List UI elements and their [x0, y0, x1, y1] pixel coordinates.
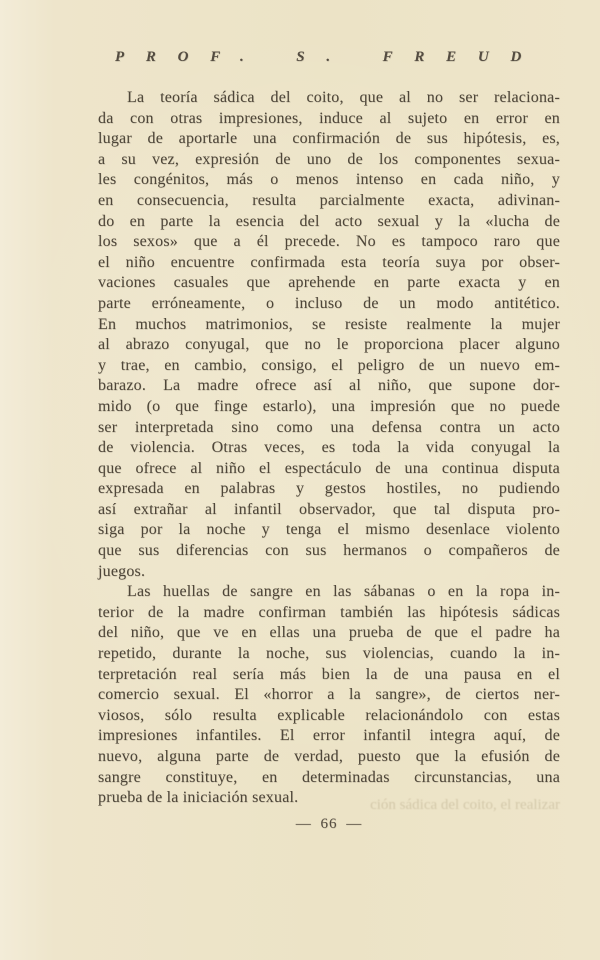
text-line: nuevo, alguna parte de verdad, puesto que la efusión de: [98, 748, 560, 765]
text-line: terpretación real sería más bien la de una pausa en el: [98, 665, 560, 683]
text-line: mido (o que finge estarlo), una impresión que no puede: [98, 397, 560, 415]
text-line: que sus diferencias con sus hermanos o compañeros de: [98, 542, 560, 560]
text-line: repetido, durante la noche, sus violencias, cuando la in-: [98, 645, 560, 663]
text-line: así extrañar al infantil observador, que tal disputa pro-: [98, 500, 560, 518]
text-line: vaciones casuales que aprehende en parte exacta y en: [98, 274, 560, 292]
text-line: en consecuencia, resulta parcialmente exacta, adivinan-: [98, 191, 560, 209]
text-line: do en parte la esencia del acto sexual y la «lucha de: [98, 212, 560, 230]
text-line: de violencia. Otras veces, es toda la vida conyugal la: [98, 439, 560, 457]
text-line: terior de la madre confirman también las hipótesis sádicas: [98, 603, 560, 621]
text-line: impresiones infantiles. El error infantil integra aquí, de: [98, 727, 560, 745]
text-line: ser interpretada sino como una defensa contra un acto: [98, 418, 560, 436]
text-line: sangre constituye, en determinadas circunstancias, una: [98, 768, 560, 786]
text-line: La teoría sádica del coito, que al no ser relaciona-: [127, 89, 560, 106]
text-line: parte erróneamente, o incluso de un modo antitético.: [98, 294, 560, 312]
text-line: al abrazo conyugal, que no le proporciona placer alguno: [98, 336, 560, 354]
text-line: el niño encuentre confirmada esta teoría suya por obser-: [98, 253, 560, 271]
text-line: Las huellas de sangre en las sábanas o en la ropa in-: [127, 583, 560, 601]
text-line: barazo. La madre ofrece así al niño, que supone dor-: [98, 377, 560, 395]
text-line: les congénitos, más o menos intenso en cada niño, y: [98, 171, 560, 189]
text-line: lugar de aportarle una confirmación de sus hipótesis, es,: [98, 130, 560, 148]
text-line: siga por la noche y tenga el mismo desenlace violento: [98, 521, 560, 539]
text-line: a su vez, expresión de uno de los componentes sexua-: [98, 150, 560, 168]
text-line: comercio sexual. El «horror a la sangre», de ciertos ner-: [98, 686, 560, 704]
text-line: prueba de la iniciación sexual.: [98, 789, 299, 807]
text-line: del niño, que ve en ellas una prueba de que el padre ha: [98, 624, 560, 642]
text-line: da con otras impresiones, induce al sujeto en error en: [98, 109, 560, 127]
text-line: En muchos matrimonios, se resiste realmente la mujer: [98, 315, 560, 333]
text-line: y trae, en cambio, consigo, el peligro de un nuevo em-: [98, 356, 560, 374]
page-number: — 66 —: [295, 815, 363, 832]
text-line: que ofrece al niño el espectáculo de una continua disputa: [98, 459, 560, 477]
text-line: los sexos» que a él precede. No es tampoco raro que: [98, 233, 560, 251]
text-block: [98, 88, 560, 809]
text-line: viosos, sólo resulta explicable relacionándolo con estas: [98, 706, 560, 724]
running-header: PROF. S. FREUD: [114, 49, 544, 65]
text-line: juegos.: [98, 562, 146, 580]
show-through-text: ción sádica del coito, el realizar: [370, 797, 560, 813]
text-line: expresada en palabras y gestos hostiles, no pudiendo: [98, 480, 560, 498]
